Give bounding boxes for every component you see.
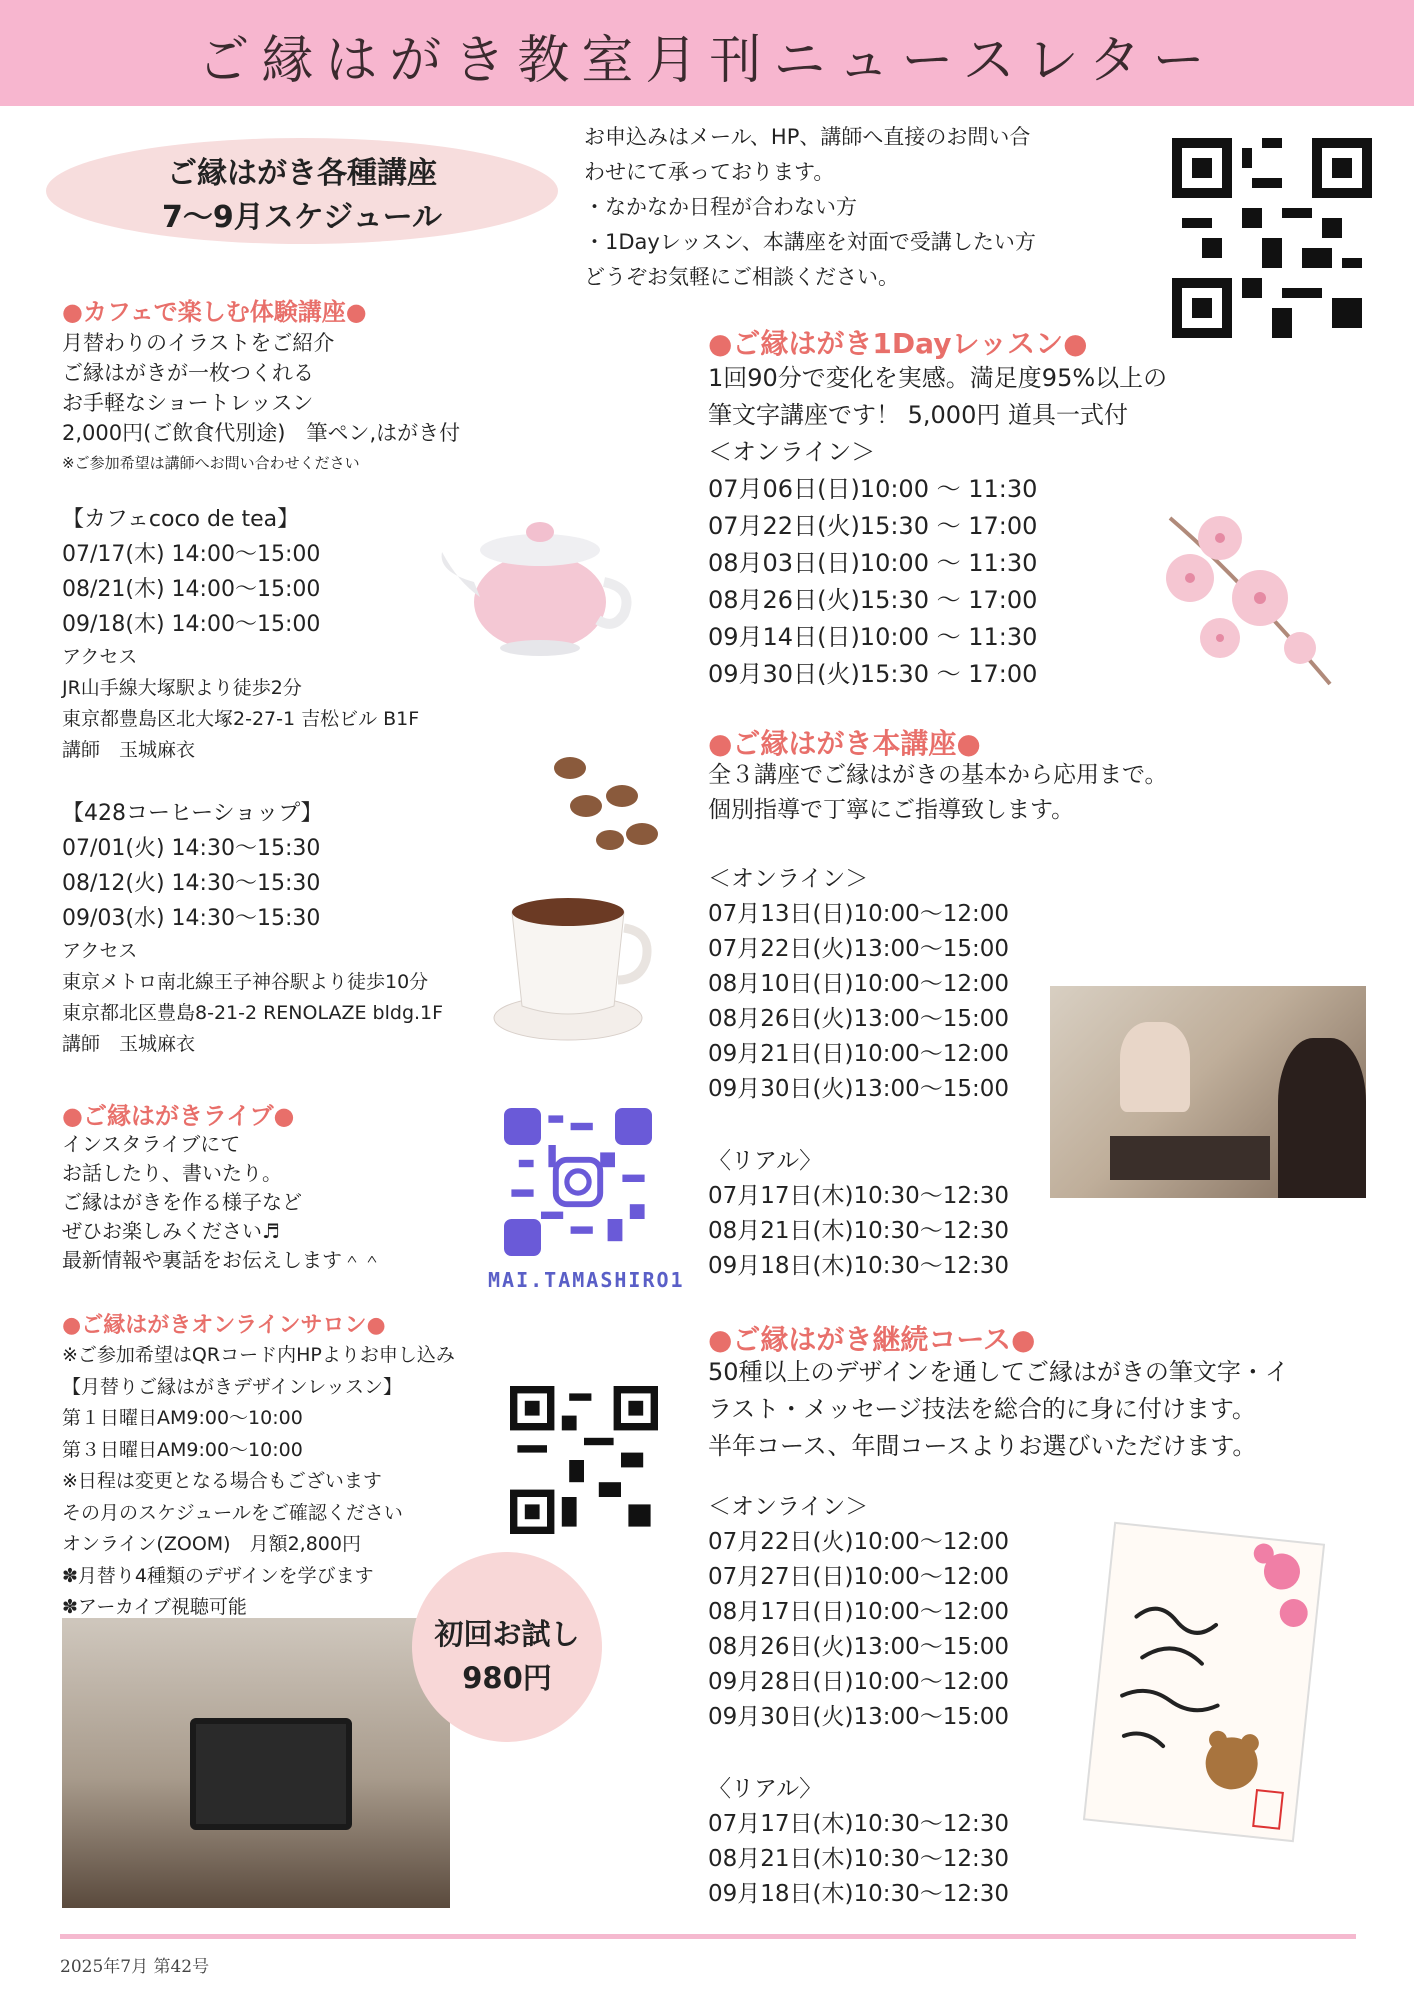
cafe-note: ※ご参加希望は講師へお問い合わせください [62,454,360,472]
coffee-cup-illustration [490,888,656,1048]
main-course-description: 全３講座でご縁はがきの基本から応用まで。 個別指導で丁寧にご指導致します。 [708,762,1168,823]
cherry-blossom-illustration [1150,498,1340,688]
instagram-qr-icon [504,1108,652,1256]
venue2-info: アクセス 東京メトロ南北線王子神谷駅より徒歩10分 東京都北区豊島8-21-2 RENOLAZE bldg.1F 講師 玉城麻衣 [62,940,444,1055]
trial-label: 初回お試し [434,1617,580,1651]
newsletter-title: ご縁はがき教室月刊ニュースレター [197,31,1217,91]
continuing-online: ＜オンライン＞ 07月22日(火)10:00〜12:00 07月27日(日)10:00〜12:00 08月17日(日)10:00〜12:00 08月26日(火)13:00〜15:00 09月28日(日)10:00〜12:00 09月30日(火)13:00〜15:00 [708,1494,1010,1730]
continuing-heading: ●ご縁はがき継続コース● [708,1323,1036,1356]
cafe-heading: ●カフェで楽しむ体験講座● [62,298,367,326]
qr-code-icon [1172,138,1372,338]
salon-qr-icon [510,1386,658,1534]
coffee-beans-icon [546,748,666,858]
teapot-icon [428,502,638,662]
main-course-real: 〈リアル〉 07月17日(木)10:30〜12:30 08月21日(木)10:30〜12:30 09月18日(木)10:30〜12:30 [708,1148,1010,1279]
instagram-qr-code[interactable] [504,1108,652,1256]
venue1-info: アクセス JR山手線大塚駅より徒歩2分 東京都豊島区北大塚2-27-1 吉松ビル B1F 講師 玉城麻衣 [62,646,420,761]
venue1-name: 【カフェcoco de tea】 [62,507,300,532]
teapot-illustration [428,502,638,662]
salon-description: ※ご参加希望はQRコード内HPよりお申し込み 【月替りご縁はがきデザインレッスン】 第１日曜日AM9:00〜10:00 第３日曜日AM9:00〜10:00 ※日程は変更となる場合もございます その月のスケジュールをご確認ください オンライン(ZOOM) 月額2,800円 ✽月替り4種類のデザインを学びます ✽アーカイブ視聴可能 [62,1344,455,1618]
schedule-title-line2: 7〜9月スケジュール [162,200,442,235]
continuing-description: 50種以上のデザインを通してご縁はがきの筆文字・イ ラスト・メッセージ技法を総合的に身に付けます。 半年コース、年間コースよりお選びいただけます。 [708,1358,1289,1460]
trial-price: 980円 [462,1661,552,1695]
lesson-photo [1050,986,1366,1198]
main-course-online: ＜オンライン＞ 07月13日(日)10:00〜12:00 07月22日(火)13:00〜15:00 08月10日(日)10:00〜12:00 08月26日(火)13:00〜15:00 09月21日(日)10:00〜12:00 09月30日(火)13:00〜15:00 [708,866,1010,1102]
live-description: インスタライブにて お話したり、書いたり。 ご縁はがきを作る様子など ぜひお楽しみください♬ 最新情報や裏話をお伝えします＾＾ [62,1132,382,1272]
intro-text: お申込みはメール、HP、講師へ直接のお問い合 わせにて承っております。 ・なかなか日程が合わない方 ・1Dayレッスン、本講座を対面で受講したい方 どうぞお気軽にご相談ください。 [584,125,1036,289]
venue2-name: 【428コーヒーショップ】 [62,801,323,826]
continuing-real: 〈リアル〉 07月17日(木)10:30〜12:30 08月21日(木)10:30〜12:30 09月18日(木)10:30〜12:30 [708,1776,1010,1907]
live-heading: ●ご縁はがきライブ● [62,1102,295,1130]
salon-heading: ●ご縁はがきオンラインサロン● [62,1313,386,1338]
salon-qr-code[interactable] [510,1386,658,1534]
venue1-block: 【カフェcoco de tea】 07/17(木) 14:00〜15:00 08/21(木) 14:00〜15:00 09/18(木) 14:00〜15:00 [62,502,320,642]
oneday-heading: ●ご縁はがき1Dayレッスン● [708,327,1088,360]
coffee-beans-illustration [546,748,666,858]
footer-divider [60,1934,1356,1939]
contact-qr-code[interactable] [1172,138,1372,338]
venue2-block: 【428コーヒーショップ】 07/01(火) 14:30〜15:30 08/12(火) 14:30〜15:30 09/03(水) 14:30〜15:30 [62,796,322,936]
coffee-cup-icon [490,888,656,1048]
sakura-icon [1150,498,1340,688]
desk [1110,1136,1270,1180]
online-salon-photo [62,1618,450,1908]
schedule-title-line1: ご縁はがき各種講座 [167,156,437,191]
issue-info: 2025年7月 第42号 [60,1957,210,1977]
teacher-figure [1120,1022,1190,1112]
sample-postcard [1083,1522,1325,1843]
postcard-artwork-icon [1085,1524,1323,1840]
oneday-description: 1回90分で変化を実感。満足度95%以上の 筆文字講座です！ 5,000円 道具一式付 ＜オンライン＞ 07月06日(日)10:00 〜 11:30 07月22日(火)15:30 〜 17:00 08月03日(日)10:00 〜 11:30 08月26日(火)15:30 〜 17:00 09月14日(日)10:00 〜 11:30 09月30日(火)15:30 〜 17:00 [708,364,1168,688]
student-figure [1278,1038,1366,1198]
tablet-screen [190,1718,352,1830]
cafe-description: 月替わりのイラストをご紹介 ご縁はがきが一枚つくれる お手軽なショートレッスン 2,000円(ご飲食代別途) 筆ペン,はがき付 [62,331,461,445]
instagram-handle[interactable]: MAI.TAMASHIRO1 [488,1268,685,1292]
main-course-heading: ●ご縁はがき本講座● [708,727,981,760]
